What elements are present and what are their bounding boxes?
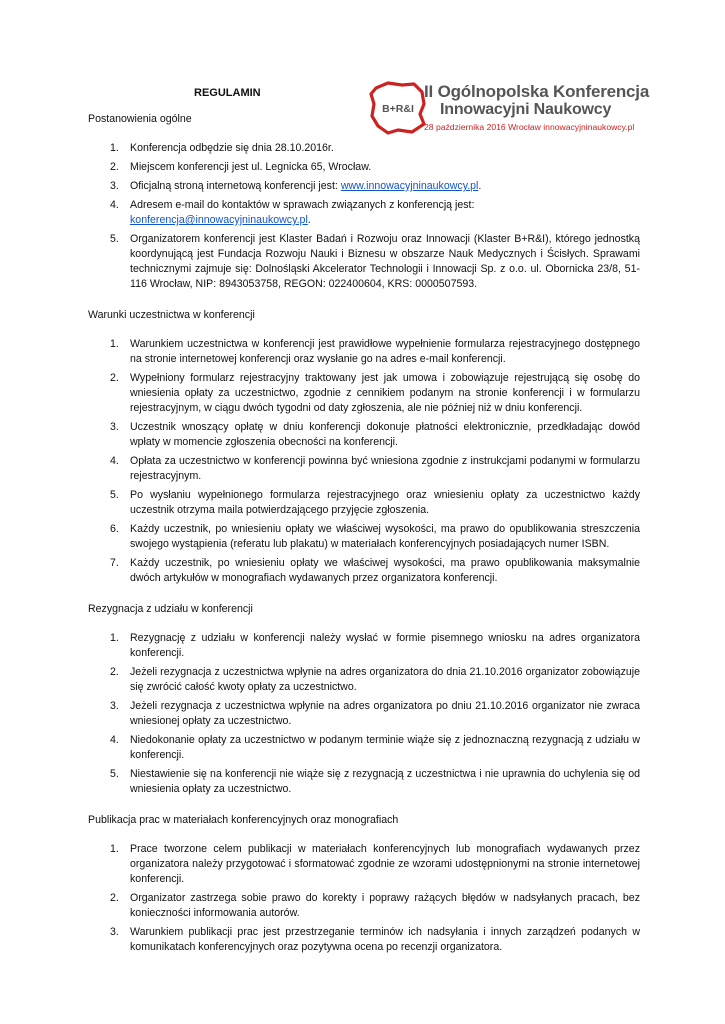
section-heading-resignation: Rezygnacja z udziału w konferencji	[88, 603, 253, 615]
document-title: REGULAMIN	[194, 87, 261, 99]
list-item: 3. Oficjalną stroną internetową konferencji jest: www.innowacyjninaukowcy.pl.	[110, 180, 482, 192]
section-heading-general: Postanowienia ogólne	[88, 113, 192, 125]
list-item: 5. Organizatorem konferencji jest Klaster Badań i Rozwoju oraz Innowacji (Klaster B+R&I), którego jednostką koordynującą jest Fundacja Rozwoju Nauki i Biznesu w obszarze Nauk Medycznych i Ścisłych. Sprawami technicznymi zajmuje się: Dolnośląski Akcelerator Technologii i Innowacji Sp. z o.o. ul. Obornicka 23/8, 51-116 Wrocław, NIP: 8943053758, REGON: 022400604, KRS: 0000507593.	[110, 233, 640, 290]
list-general	[88, 141, 640, 292]
list-resignation	[88, 631, 640, 797]
list-item: 5. Po wysłaniu wypełnionego formularza rejestracyjnego oraz wniesieniu opłaty za uczestnictwo każdy uczestnik otrzyma maila potwierdzającego przyjęcie zgłoszenia.	[110, 489, 640, 516]
list-item: 2. Organizator zastrzega sobie prawo do korekty i poprawy rażących błędów w nadsyłanych pracach, bez konieczności informowania autorów.	[110, 892, 640, 919]
email-link[interactable]: konferencja@innowacyjninaukowcy.pl	[130, 214, 308, 226]
list-item: 3. Jeżeli rezygnacja z uczestnictwa wpłynie na adres organizatora po dniu 21.10.2016 organizator nie zwraca wniesionej opłaty za uczestnictwo.	[110, 700, 640, 727]
list-item: 2. Jeżeli rezygnacja z uczestnictwa wpłynie na adres organizatora do dnia 21.10.2016 organizator zobowiązuje się zwrócić całość kwoty opłaty za uczestnictwo.	[110, 666, 640, 693]
logo-line3: 28 października 2016 Wrocław innowacyjninaukowcy.pl	[424, 122, 635, 132]
list-item: 4. Niedokonanie opłaty za uczestnictwo w podanym terminie wiąże się z jednoznaczną rezygnacją z udziału w konferencji.	[110, 734, 640, 761]
section-heading-participation: Warunki uczestnictwa w konferencji	[88, 309, 255, 321]
logo-badge-text: B+R&I	[382, 103, 414, 115]
list-item: 6. Każdy uczestnik, po wniesieniu opłaty we właściwej wysokości, ma prawo do opublikowania streszczenia swojego wystąpienia (referatu lub plakatu) w materiałach konferencyjnych posiadających numer ISBN.	[110, 523, 640, 550]
list-item: 3. Uczestnik wnoszący opłatę w dniu konferencji dokonuje płatności elektronicznie, przedkładając dowód wpłaty w momencie zgłoszenia obecności na konferencji.	[110, 421, 640, 448]
list-item: 3. Warunkiem publikacji prac jest przestrzeganie terminów ich nadsyłania i innych zarządzeń podanych w komunikatach konferencyjnych oraz pozytywna ocena po recenzji organizatora.	[110, 926, 640, 953]
section-heading-publication: Publikacja prac w materiałach konferencyjnych oraz monografiach	[88, 814, 399, 826]
list-item: 4. Opłata za uczestnictwo w konferencji powinna być wniesiona zgodnie z instrukcjami podanymi w formularzu rejestracyjnym.	[110, 455, 640, 482]
list-item: 1. Warunkiem uczestnictwa w konferencji jest prawidłowe wypełnienie formularza rejestracyjnego dostępnego na stronie internetowej konferencji oraz wysłanie go na adres e-mail konferencji.	[110, 338, 640, 365]
list-item: 7. Każdy uczestnik, po wniesieniu opłaty we właściwej wysokości, ma prawo opublikowania maksymalnie dwóch artykułów w monografiach wydawanych przez organizatora konferencji.	[110, 557, 640, 584]
logo-line2: Innowacyjni Naukowcy	[440, 101, 612, 118]
list-publication	[88, 842, 640, 955]
list-item: 2. Miejscem konferencji jest ul. Legnicka 65, Wrocław.	[110, 161, 372, 173]
document-body	[88, 112, 640, 971]
list-item: 4. Adresem e-mail do kontaktów w sprawach związanych z konferencją jest: konferencja@innowacyjninaukowcy.pl.	[110, 199, 475, 226]
list-item: 2. Wypełniony formularz rejestracyjny traktowany jest jak umowa i zobowiązuje rejestrującą się osobę do wniesienia opłaty za uczestnictwo, zgodnie z cennikiem podanym na stronie konferencji i w formularzu rejestracyjnym, w ciągu dwóch tygodni od daty zgłoszenia, ale nie później niż w dniu konferencji.	[110, 372, 640, 414]
list-item: 1. Rezygnację z udziału w konferencji należy wysłać w formie pisemnego wniosku na adres organizatora konferencji.	[110, 632, 640, 659]
list-item: 1. Prace tworzone celem publikacji w materiałach konferencyjnych lub monografiach wydawanych przez organizatora należy przygotować i sformatować zgodnie ze wzorami udostępnionymi na stronie internetowej konferencji.	[110, 843, 640, 885]
list-participation	[88, 337, 640, 586]
list-item: 1. Konferencja odbędzie się dnia 28.10.2016r.	[110, 142, 334, 154]
website-link[interactable]: www.innowacyjninaukowcy.pl	[340, 180, 479, 192]
list-item: 5. Niestawienie się na konferencji nie wiąże się z rezygnacją z uczestnictwa i nie uprawnia do uchylenia się od wniesienia opłaty za uczestnictwo.	[110, 768, 640, 795]
logo-line1: II Ogólnopolska Konferencja	[424, 82, 650, 101]
